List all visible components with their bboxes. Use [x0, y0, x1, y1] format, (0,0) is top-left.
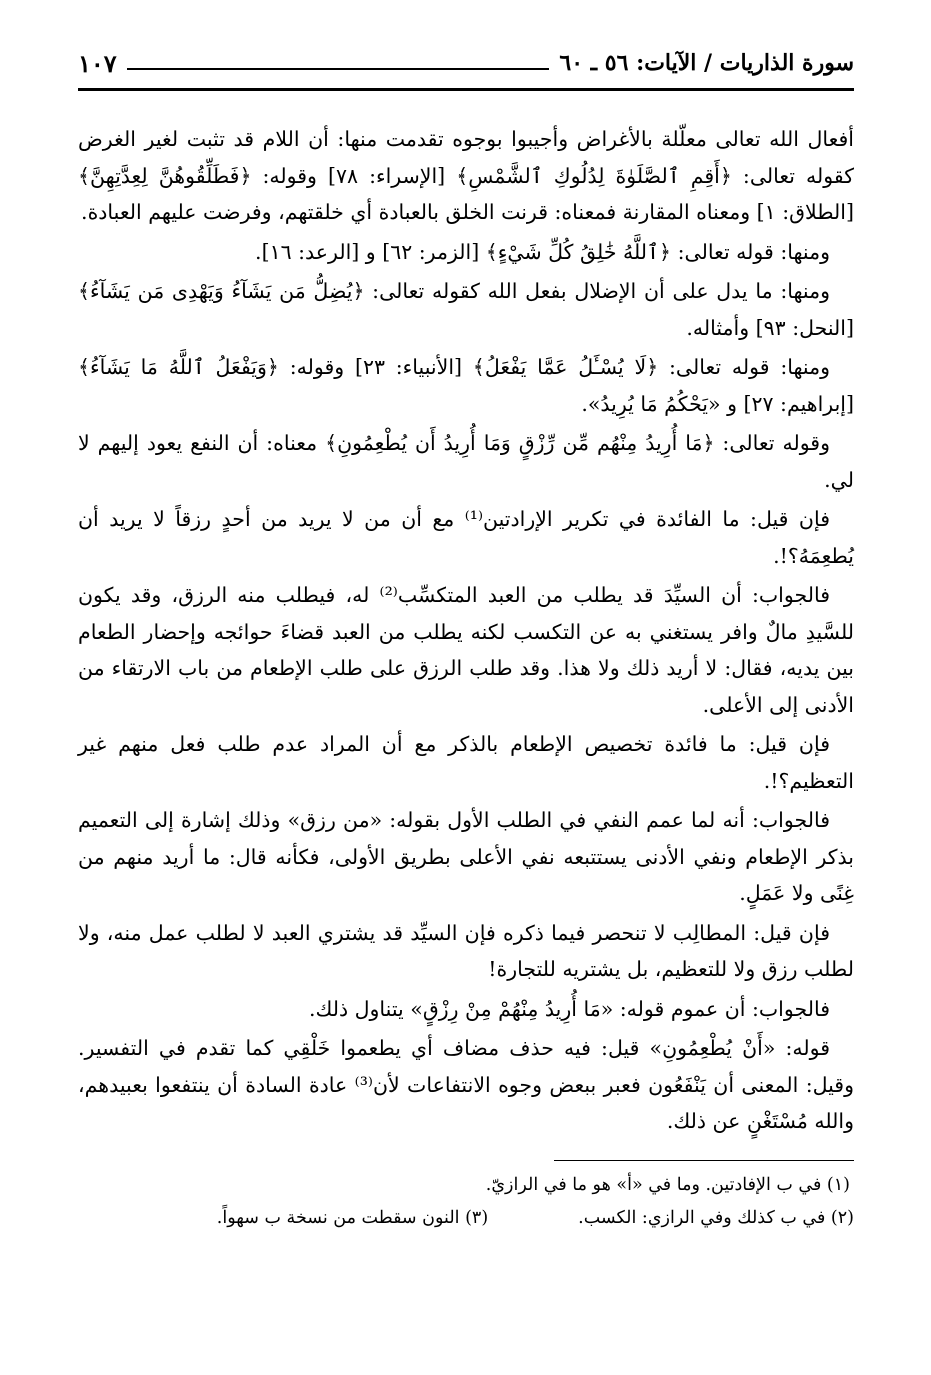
paragraph-11: فالجواب: أن عموم قوله: «مَا أُرِيدُ مِنْهُمْ مِنْ رِزْقٍ» يتناول ذلك. [308, 996, 830, 1021]
paragraph-3: ومنها: ما يدل على أن الإضلال بفعل الله كقوله تعالى: ﴿يُضِلُّ مَن يَشَآءُ وَيَهْدِى مَن يَشَآءُ﴾ [النحل: ٩٣] وأمثاله. [78, 279, 854, 340]
footnote-3: (٣) النون سقطت من نسخة ب سهواً. [216, 1207, 489, 1228]
footnotes [78, 1169, 854, 1235]
paragraph-8: فإن قيل: ما فائدة تخصيص الإطعام بالذكر مع أن المراد عدم طلب فعل منهم غير التعظيم؟!. [78, 732, 854, 793]
footnote-row [78, 1202, 854, 1235]
paragraph-5: وقوله تعالى: ﴿مَا أُرِيدُ مِنْهُم مِّن رِّزْقٍ وَمَا أُرِيدُ أَن يُطْعِمُونِ﴾ معناه: أن النفع يعود إليهم لا لي. [78, 431, 854, 492]
page-number: ١٠٧ [78, 48, 117, 78]
paragraph-10: فإن قيل: المطالِب لا تنحصر فيما ذكره فإن السيِّد قد يشتري العبد لا لطلب عمل منه، ولا لطلب رزق ولا للتعظيم، بل يشتريه للتجارة! [78, 920, 854, 981]
paragraph-9: فالجواب: أنه لما عمم النفي في الطلب الأول بقوله: «من رزق» وذلك إشارة إلى التعميم بذكر الإطعام ونفي الأدنى يستتبعه نفي الأعلى بطريق الأولى، فكأنه قال: ما أريد منهم من غِنًى ولا عَمَلٍ. [78, 808, 854, 905]
header-rule [78, 88, 854, 91]
footnote-rule [554, 1160, 854, 1161]
page-header [78, 40, 854, 86]
paragraph-7: فالجواب: أن السيِّدَ قد يطلب من العبد المتكسِّب⁽²⁾ له، فيطلب منه الرزق، وقد يكون للسَّيدِ مالٌ وافر يستغني به عن التكسب لكنه يطلب من العبد قضاءَ حوائجه وإحضار الطعام بين يديه، فقال: لا أريد ذلك ولا هذا. وقد طلب الرزق على طلب الإطعام من باب الارتقاء من الأدنى إلى الأعلى. [78, 583, 854, 717]
footnote-2: (٢) في ب كذلك وفي الرازي: الكسب. [578, 1207, 854, 1228]
paragraph-4: ومنها: قوله تعالى: ﴿لَا يُسْـَٔلُ عَمَّا يَفْعَلُ﴾ [الأنبياء: ٢٣] وقوله: ﴿وَيَفْعَلُ ٱللَّهُ مَا يَشَآءُ﴾ [إبراهيم: ٢٧] و «يَحْكُمُ مَا يُرِيدُ». [78, 355, 854, 416]
header-inline-rule [127, 68, 550, 70]
paragraph-6: فإن قيل: ما الفائدة في تكرير الإرادتين⁽¹⁾ مع أن من لا يريد من أحدٍ رزقاً لا يريد أن يُطعِمَهُ؟!. [78, 507, 854, 568]
paragraph-1: أفعال الله تعالى معلّلة بالأغراض وأجيبوا بوجوه تقدمت منها: أن اللام قد تثبت لغير الغرض كقوله تعالى: ﴿أَقِمِ ٱلصَّلَوٰةَ لِدُلُوكِ ٱلشَّمْسِ﴾ [الإسراء: ٧٨] وقوله: ﴿فَطَلِّقُوهُنَّ لِعِدَّتِهِنَّ﴾ [الطلاق: ١] ومعناه المقارنة فمعناه: قرنت الخلق بالعبادة أي خلقتهم، وفرضت عليهم العبادة. [78, 127, 854, 224]
paragraph-2: ومنها: قوله تعالى: ﴿ٱللَّهُ خَٰلِقُ كُلِّ شَيْءٍ﴾ [الزمر: ٦٢] و [الرعد: ١٦]. [255, 239, 830, 264]
paragraph-12: قوله: «أَنْ يُطْعِمُونِ» قيل: فيه حذف مضاف أي يطعموا خَلْقِي كما تقدم في التفسير. وقيل: المعنى أن يَنْفَعُون فعبر ببعض وجوه الانتفاعات لأن⁽³⁾ عادة السادة أن ينتفعوا بعبيدهم، والله مُسْتَغْنٍ عن ذلك. [78, 1036, 855, 1133]
footnote-1: (١) في ب الإفادتين. وما في «أ» هو ما في الرازيّ. [485, 1174, 850, 1195]
document-page [78, 40, 854, 1330]
main-text [78, 121, 854, 1140]
running-title: سورة الذاريات / الآيات: ٥٦ ـ ٦٠ [559, 50, 854, 76]
